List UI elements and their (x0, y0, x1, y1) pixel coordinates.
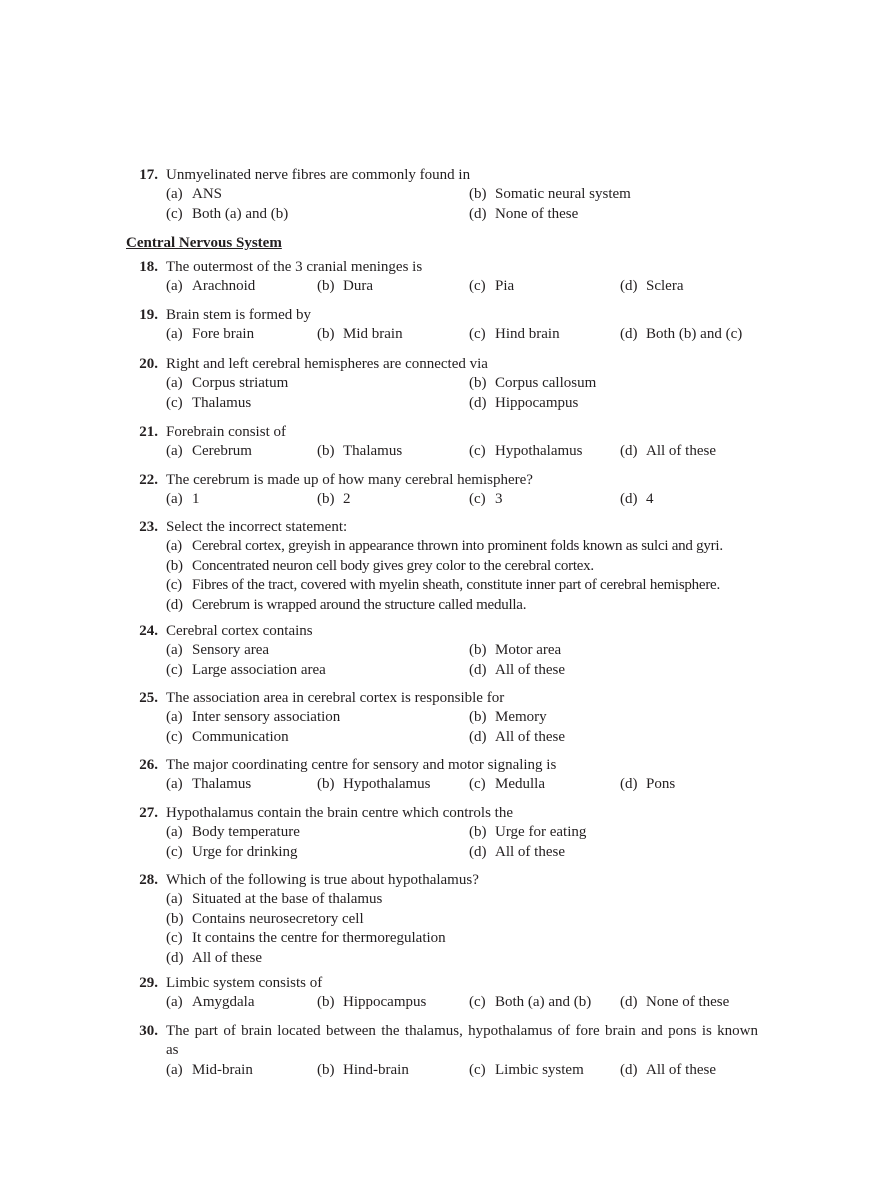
question-stem (126, 355, 758, 374)
question-30 (126, 1022, 758, 1080)
option-b: (b) Somatic neural system (469, 186, 631, 203)
question-text: Right and left cerebral hemispheres are connected via (166, 356, 488, 372)
question-text: Unmyelinated nerve fibres are commonly found in (166, 167, 471, 183)
question-19 (126, 306, 758, 345)
question-stem (126, 471, 758, 490)
question-number: 19. (139, 307, 158, 323)
option-a: (a) Thalamus (166, 776, 252, 793)
question-24 (126, 622, 758, 680)
options (166, 775, 758, 794)
question-stem (126, 258, 758, 277)
question-stem (126, 306, 758, 325)
option-c: (c) Communication (166, 728, 289, 745)
option-c: (c) Both (a) and (b) (469, 994, 592, 1011)
question-17 (126, 166, 758, 224)
option-c: (c) Hypothalamus (469, 443, 583, 460)
option-a: (a) ANS (166, 186, 223, 203)
option-d: (d) All of these (469, 661, 565, 678)
options (166, 708, 758, 747)
question-28 (126, 871, 758, 968)
option-a: (a) Sensory area (166, 642, 270, 659)
option-a: (a) Body temperature (166, 824, 300, 841)
option-d: (d) All of these (469, 728, 565, 745)
question-text: Forebrain consist of (166, 424, 286, 440)
question-21 (126, 423, 758, 462)
option-d: (d) None of these (469, 205, 579, 222)
option-b: (b) Contains neurosecretory cell (166, 910, 364, 927)
question-25 (126, 689, 758, 747)
option-d: (d) 4 (620, 491, 654, 508)
question-26 (126, 756, 758, 795)
option-b: (b) Corpus callosum (469, 375, 597, 392)
options (166, 277, 758, 296)
question-text: Brain stem is formed by (166, 307, 311, 323)
option-a: (a) Corpus striatum (166, 375, 289, 392)
option-c: (c) Fibres of the tract, covered with myelin sheath, constitute inner part of cerebral hemisphere. (166, 577, 720, 594)
option-a: (a) 1 (166, 491, 200, 508)
question-stem (126, 166, 758, 185)
option-c: (c) Pia (469, 278, 515, 295)
option-a: (a) Cerebrum (166, 443, 252, 460)
option-b: (b) 2 (317, 491, 351, 508)
option-c: (c) Both (a) and (b) (166, 205, 289, 222)
option-c: (c) Limbic system (469, 1061, 584, 1078)
option-b: (b) Thalamus (317, 443, 403, 460)
question-stem (126, 756, 758, 775)
question-22 (126, 471, 758, 510)
option-b: (b) Hind-brain (317, 1061, 409, 1078)
option-d: (d) Both (b) and (c) (620, 326, 743, 343)
question-text: Limbic system consists of (166, 975, 323, 991)
option-a: (a) Arachnoid (166, 278, 256, 295)
question-number: 23. (139, 519, 158, 535)
option-c: (c) 3 (469, 491, 503, 508)
option-b: (b) Hippocampus (317, 994, 427, 1011)
option-a: (a) Situated at the base of thalamus (166, 891, 383, 908)
question-text: The association area in cerebral cortex is responsible for (166, 690, 505, 706)
option-d: (d) All of these (620, 443, 716, 460)
options (166, 641, 758, 680)
option-c: (c) It contains the centre for thermoregulation (166, 930, 446, 947)
option-c: (c) Medulla (469, 776, 545, 793)
question-text: Hypothalamus contain the brain centre which controls the (166, 805, 513, 821)
options (166, 1061, 758, 1080)
question-stem (126, 423, 758, 442)
question-text: The major coordinating centre for sensory and motor signaling is (166, 757, 557, 773)
option-b: (b) Urge for eating (469, 824, 587, 841)
option-c: (c) Thalamus (166, 394, 252, 411)
question-number: 18. (139, 259, 158, 275)
option-a: (a) Inter sensory association (166, 709, 341, 726)
option-d: (d) Sclera (620, 278, 684, 295)
question-text: Select the incorrect statement: (166, 519, 348, 535)
question-stem (126, 804, 758, 823)
option-d: (d) Cerebrum is wrapped around the structure called medulla. (166, 596, 527, 613)
question-27 (126, 804, 758, 862)
options (166, 537, 758, 615)
option-b: (b) Memory (469, 709, 547, 726)
question-text: The part of brain located between the thalamus, hypothalamus of fore brain and pons is known as (166, 1023, 758, 1059)
question-text: Cerebral cortex contains (166, 623, 313, 639)
options (166, 993, 758, 1012)
question-number: 27. (139, 805, 158, 821)
question-text: Which of the following is true about hypothalamus? (166, 872, 479, 888)
option-b: (b) Hypothalamus (317, 776, 431, 793)
question-stem (126, 974, 758, 993)
question-29 (126, 974, 758, 1013)
option-d: (d) All of these (166, 949, 262, 966)
question-number: 25. (139, 690, 158, 706)
option-b: (b) Mid brain (317, 326, 403, 343)
option-c: (c) Hind brain (469, 326, 560, 343)
question-number: 21. (139, 424, 158, 440)
question-stem (126, 622, 758, 641)
question-number: 24. (139, 623, 158, 639)
question-20 (126, 355, 758, 413)
question-18 (126, 258, 758, 297)
question-stem (126, 871, 758, 890)
option-b: (b) Concentrated neuron cell body gives grey color to the cerebral cortex. (166, 557, 594, 574)
options (166, 442, 758, 461)
options (166, 890, 758, 968)
options (166, 374, 758, 413)
question-stem (126, 689, 758, 708)
options (166, 325, 758, 344)
option-a: (a) Cerebral cortex, greyish in appearance thrown into prominent folds known as sulci and gyri. (166, 538, 723, 555)
option-d: (d) All of these (620, 1061, 716, 1078)
option-c: (c) Urge for drinking (166, 843, 298, 860)
question-number: 30. (139, 1023, 158, 1039)
options (166, 185, 758, 224)
question-stem (126, 1022, 758, 1061)
question-stem (126, 518, 758, 537)
option-d: (d) Hippocampus (469, 394, 579, 411)
options (166, 490, 758, 509)
option-b: (b) Dura (317, 278, 373, 295)
option-a: (a) Mid-brain (166, 1061, 253, 1078)
question-23 (126, 518, 758, 615)
option-b: (b) Motor area (469, 642, 562, 659)
question-number: 20. (139, 356, 158, 372)
option-a: (a) Amygdala (166, 994, 255, 1011)
question-number: 17. (139, 167, 158, 183)
question-number: 28. (139, 872, 158, 888)
question-text: The outermost of the 3 cranial meninges is (166, 259, 423, 275)
option-d: (d) None of these (620, 994, 730, 1011)
question-number: 29. (139, 975, 158, 991)
question-text: The cerebrum is made up of how many cerebral hemisphere? (166, 472, 533, 488)
option-d: (d) All of these (469, 843, 565, 860)
question-number: 26. (139, 757, 158, 773)
option-d: (d) Pons (620, 776, 676, 793)
section-heading: Central Nervous System (126, 235, 282, 251)
option-a: (a) Fore brain (166, 326, 255, 343)
option-c: (c) Large association area (166, 661, 326, 678)
options (166, 823, 758, 862)
question-number: 22. (139, 472, 158, 488)
